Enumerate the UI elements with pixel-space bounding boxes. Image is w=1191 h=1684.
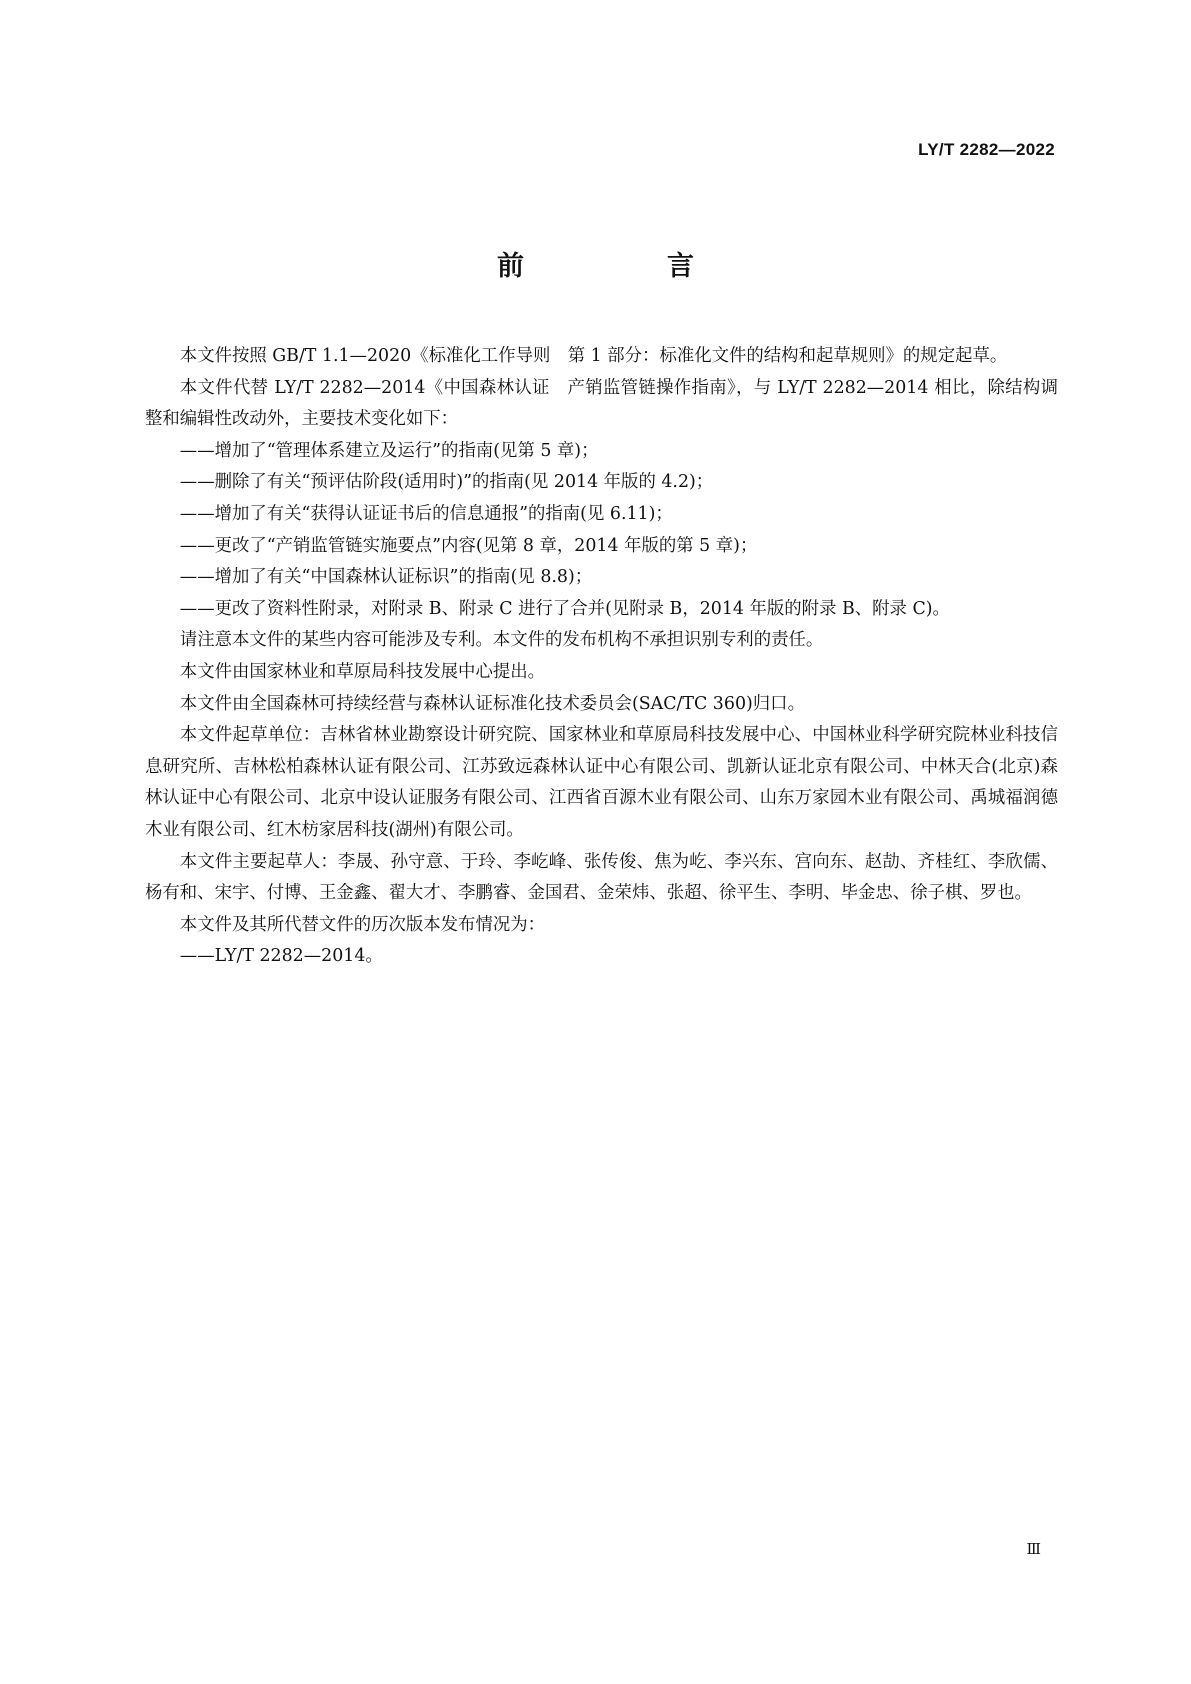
list-item: ——LY/T 2282—2014。 xyxy=(179,946,383,967)
list-item: ——删除了有关“预评估阶段(适用时)”的指南(见 2014 年版的 4.2)； xyxy=(179,472,714,493)
list-item: ——更改了“产销监管链实施要点”内容(见第 8 章，2014 年版的第 5 章)； xyxy=(179,535,758,556)
paragraph: 本文件主要起草人：李晟、孙守意、于玲、李屹峰、张传俊、焦为屹、李兴东、宫向东、赵劼、齐桂红、李欣儒、杨有和、宋宇、付博、王金鑫、翟大才、李鹏睿、金国君、金荣炜、张超、徐平生、李明、毕金忠、徐子棋、罗也。 xyxy=(145,851,1058,904)
paragraph: 本文件由国家林业和草原局科技发展中心提出。 xyxy=(179,661,546,682)
list-item: ——增加了“管理体系建立及运行”的指南(见第 5 章)； xyxy=(179,440,599,461)
paragraph: 请注意本文件的某些内容可能涉及专利。本文件的发布机构不承担识别专利的责任。 xyxy=(179,630,824,651)
list-item: ——增加了有关“获得认证证书后的信息通报”的指南(见 6.11)； xyxy=(179,503,673,524)
page-number: Ⅲ xyxy=(1026,1540,1041,1558)
page-title: 前 言 xyxy=(497,251,752,282)
paragraph: 本文件及其所代替文件的历次版本发布情况为： xyxy=(179,914,546,935)
paragraph: 本文件按照 GB/T 1.1—2020《标准化工作导则 第 1 部分：标准化文件的结构和起草规则》的规定起草。 xyxy=(179,346,1008,366)
foreword-body xyxy=(145,341,1058,973)
paragraph: 本文件起草单位：吉林省林业勘察设计研究院、国家林业和草原局科技发展中心、中国林业科学研究院林业科技信息研究所、吉林松柏森林认证有限公司、江苏致远森林认证中心有限公司、凯新认证北京有限公司、中林天合(北京)森林认证中心有限公司、北京中设认证服务有限公司、江西省百源木业有限公司、山东万家园木业有限公司、禹城福润德木业有限公司、红木枋家居科技(湖州)有限公司。 xyxy=(145,725,1058,840)
list-item: ——增加了有关“中国森林认证标识”的指南(见 8.8)； xyxy=(179,567,593,588)
paragraph: 本文件由全国森林可持续经营与森林认证标准化技术委员会(SAC/TC 360)归口。 xyxy=(179,693,805,714)
document-code: LY/T 2282—2022 xyxy=(918,140,1055,159)
list-item: ——更改了资料性附录，对附录 B、附录 C 进行了合并(见附录 B，2014 年版的附录 B、附录 C)。 xyxy=(179,598,950,619)
paragraph: 本文件代替 LY/T 2282—2014《中国森林认证 产销监管链操作指南》，与 LY/T 2282—2014 相比，除结构调整和编辑性改动外，主要技术变化如下： xyxy=(145,377,1058,430)
